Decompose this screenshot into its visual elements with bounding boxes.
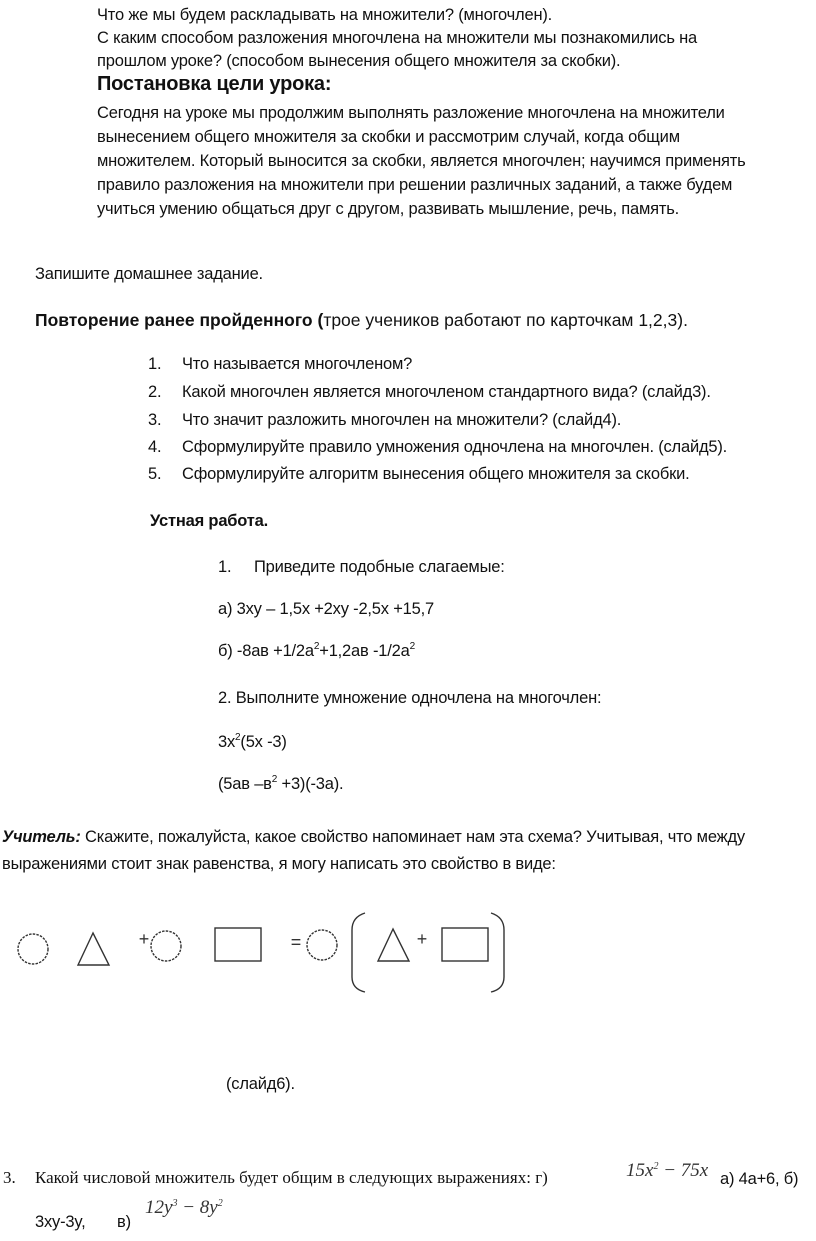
rectangle-icon — [215, 928, 261, 961]
goal-line: учиться умению общаться друг с другом, развивать мышление, речь, память. — [97, 200, 679, 218]
review-question: 2. Какой многочлен является многочленом стандартного вида? (слайд3). — [148, 383, 711, 401]
circle-icon — [307, 930, 337, 960]
task-3-line-1: 3. Какой числовой множитель будет общим в следующих выражениях: г) — [3, 1168, 548, 1187]
task-3-expr-v: $12y^3 - 8y^2$ — [145, 1197, 223, 1218]
task-3-option-v-label: в) — [117, 1213, 131, 1231]
intro-line-2: С каким способом разложения многочлена на множители мы познакомились на — [97, 29, 698, 47]
distributive-property-diagram — [0, 895, 540, 1005]
review-question: 5. Сформулируйте алгоритм вынесения общего множителя за скобки. — [148, 465, 690, 483]
circle-icon — [151, 931, 181, 961]
right-parenthesis-icon — [491, 913, 504, 992]
review-question: 4. Сформулируйте правило умножения одночлена на многочлен. (слайд5). — [148, 438, 728, 456]
intro-line-3: прошлом уроке? (способом вынесения общего множителя за скобки). — [97, 52, 621, 70]
goal-heading: Постановка цели урока: — [97, 73, 332, 95]
oral-work-heading: Устная работа. — [150, 512, 268, 530]
teacher-line-1: Учитель: Скажите, пожалуйста, какое свойство напоминает нам эта схема? Учитывая, что между — [2, 828, 745, 846]
plus-sign: + — [416, 929, 428, 949]
oral-task-2: 2. Выполните умножение одночлена на многочлен: — [218, 689, 602, 707]
task-3-expr-g: $15x^2 - 75x$ — [626, 1160, 709, 1181]
triangle-icon — [78, 933, 109, 965]
oral-task-1a: а) 3xy – 1,5x +2xy -2,5x +15,7 — [218, 600, 434, 618]
circle-icon — [18, 934, 48, 964]
review-question: 3. Что значит разложить многочлен на множители? (слайд4). — [148, 411, 622, 429]
slide-reference: (слайд6). — [226, 1075, 295, 1093]
rectangle-icon — [442, 928, 488, 961]
oral-task-1: 1. Приведите подобные слагаемые: — [218, 558, 505, 576]
triangle-icon — [378, 929, 409, 961]
review-question: 1. Что называется многочленом? — [148, 355, 413, 373]
goal-line: множителем. Который выносится за скобки, является многочлен; научимся применять — [97, 152, 746, 170]
goal-line: Сегодня на уроке мы продолжим выполнять разложение многочлена на множители — [97, 104, 725, 122]
goal-line: правило разложения на множители при решении различных заданий, а также будем — [97, 176, 733, 194]
teacher-line-2: выражениями стоит знак равенства, я могу написать это свойство в виде: — [2, 855, 556, 873]
task-3-options: а) 4а+6, б) — [720, 1170, 799, 1188]
goal-line: вынесением общего множителя за скобки и рассмотрим случай, когда общим — [97, 128, 680, 146]
oral-task-2-expr-2: (5ав $-в^2 +3)(-3а)$. — [218, 774, 344, 793]
plus-sign: + — [138, 929, 150, 949]
equals-sign: = — [290, 932, 302, 952]
left-parenthesis-icon — [352, 913, 365, 992]
oral-task-1b: б) $-8ав +1/2а^2+1,2ав$ $-1/2а^2$ — [218, 641, 415, 660]
teacher-label: Учитель: — [2, 828, 81, 846]
intro-line-1: Что же мы будем раскладывать на множители? (многочлен). — [97, 6, 553, 24]
review-heading-bold: Повторение ранее пройденного ( — [35, 310, 324, 330]
review-heading — [35, 310, 688, 331]
oral-task-2-expr-1: $3x^2(5x$ -3) — [218, 732, 287, 751]
homework-instruction: Запишите домашнее задание. — [35, 265, 263, 283]
task-3-option-b: 3xy-3y, — [35, 1213, 86, 1231]
review-heading-rest: трое учеников работают по карточкам 1,2,3). — [323, 310, 688, 330]
